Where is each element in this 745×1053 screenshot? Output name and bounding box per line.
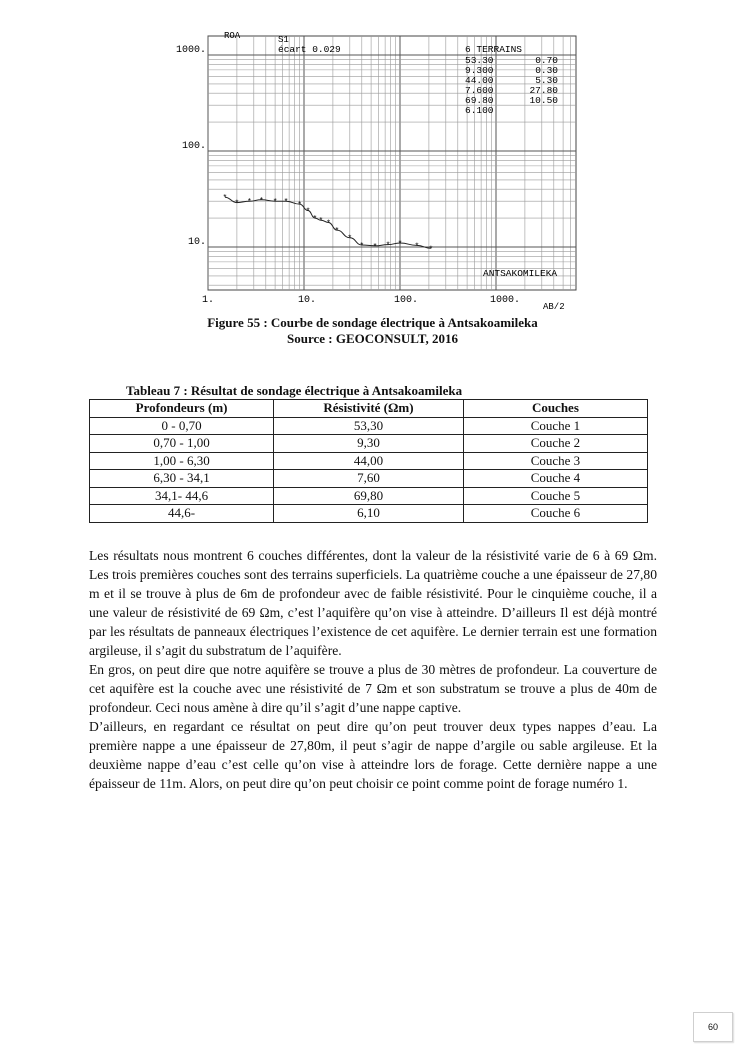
location-label: ANTSAKOMILEKA [483, 268, 558, 279]
table-row [90, 435, 648, 453]
data-point: * [272, 198, 278, 208]
terrain-thickness: 5.30 [535, 75, 558, 86]
x-tick-label: 10. [298, 295, 317, 306]
y-tick-label: 1000. [175, 45, 206, 56]
data-point: * [347, 234, 353, 244]
chart-grid [208, 36, 576, 290]
plot-frame [208, 36, 576, 290]
terrain-thickness: 0.30 [535, 65, 558, 76]
cell-layer: Couche 5 [463, 487, 647, 505]
figure-source: Source : GEOCONSULT, 2016 [287, 331, 458, 346]
terrain-thickness: 10.50 [529, 95, 558, 106]
x-tick-label: 1000. [490, 295, 521, 306]
cell-layer: Couche 2 [463, 435, 647, 453]
data-point: * [359, 241, 365, 251]
cell-layer: Couche 3 [463, 452, 647, 470]
y-tick-label: 10. [187, 237, 206, 248]
terrain-thickness: 0.70 [535, 55, 558, 66]
cell-resistivity: 69,80 [274, 487, 464, 505]
table-row [90, 487, 648, 505]
cell-layer: Couche 4 [463, 470, 647, 488]
data-points [222, 194, 433, 254]
page-number: 60 [693, 1012, 733, 1042]
terrain-resistivity: 6.100 [465, 105, 494, 116]
cell-depth: 1,00 - 6,30 [90, 452, 274, 470]
cell-layer: Couche 6 [463, 505, 647, 523]
data-point: * [372, 242, 378, 252]
cell-layer: Couche 1 [463, 417, 647, 435]
cell-depth: 6,30 - 34,1 [90, 470, 274, 488]
data-point: * [326, 219, 331, 229]
data-point: * [258, 196, 264, 206]
table-row [90, 417, 648, 435]
terrain-resistivity: 69.80 [465, 95, 494, 106]
cell-resistivity: 44,00 [274, 452, 464, 470]
terrains-title: 6 TERRAINS [465, 44, 523, 55]
sounding-curve-chart [168, 28, 588, 313]
data-point: * [385, 241, 391, 251]
cell-depth: 34,1- 44,6 [90, 487, 274, 505]
roa-label: ROA [224, 31, 241, 41]
cell-depth: 44,6- [90, 505, 274, 523]
table-row [90, 452, 648, 470]
data-point: * [397, 240, 403, 250]
data-point: * [334, 227, 340, 237]
terrain-resistivity: 44.00 [465, 75, 494, 86]
paragraph: D’ailleurs, en regardant ce résultat on peut dire qu’on peut trouver deux types nappes d’eau. La première nappe a une épaisseur de 27,80m, il peut s’agir de nappe d’argile ou sable argileuse. Et la deuxième nappe d’eau c’est celle qu’on vise à atteindre lors de forage. Cette dernière nappe a une épaisseur de 11m. Alors, on peut dire qu’on peut choisir ce point comme point de forage numéro 1. [89, 719, 657, 791]
header-layer: Couches [463, 400, 647, 418]
terrain-resistivity: 53.30 [465, 55, 494, 66]
cell-resistivity: 9,30 [274, 435, 464, 453]
figure-caption: Figure 55 : Courbe de sondage électrique à Antsakoamileka [207, 315, 538, 330]
paragraph: Les résultats nous montrent 6 couches différentes, dont la valeur de la résistivité varie de 6 à 69 Ωm. Les trois premières couches sont des terrains superficiels. La quatrième couche a une épaisseur de 27,80 m et il se trouve à plus de 6m de profondeur avec de faible résistivité. Pour le cinquième couche, il a une valeur de résistivité de 69 Ωm, c’est l’aquifère qu’on vise à atteindre. D’ailleurs Il est déjà montré par les résultats de panneaux électriques l’existence de cet aquifère. Le dernier terrain est une formation argileuse, il s’agit du substratum de l’aquifère. [89, 548, 657, 658]
data-point: * [222, 194, 228, 204]
ecart-label: écart 0.029 [278, 44, 341, 55]
s1-label: S1 [278, 35, 289, 45]
results-table [89, 399, 648, 523]
data-point: * [414, 242, 420, 252]
cell-depth: 0 - 0,70 [90, 417, 274, 435]
table-header-row [90, 400, 648, 418]
x-axis-label: AB/2 [543, 302, 565, 312]
data-point: * [428, 245, 434, 255]
body-text [89, 546, 657, 793]
table-row [90, 470, 648, 488]
data-point: * [305, 207, 311, 217]
sounding-curve-figure [168, 28, 588, 313]
data-point: * [234, 199, 240, 209]
data-point: * [297, 201, 303, 211]
cell-resistivity: 6,10 [274, 505, 464, 523]
data-point: * [283, 198, 289, 208]
paragraph: En gros, on peut dire que notre aquifère se trouve a plus de 30 mètres de profondeur. La couverture de cet aquifère est la couche avec une résistivité de 7 Ωm et son substratum se trouve a plus de 40m de profondeur. Ceci nous amène à dire qu’il s’agit d’une nappe captive. [89, 662, 657, 715]
cell-resistivity: 7,60 [274, 470, 464, 488]
terrain-resistivity: 9.300 [465, 65, 494, 76]
data-point: * [247, 198, 252, 208]
terrain-thickness: 27.80 [529, 85, 558, 96]
terrain-resistivity: 7.600 [465, 85, 494, 96]
cell-resistivity: 53,30 [274, 417, 464, 435]
header-depth: Profondeurs (m) [90, 400, 274, 418]
x-tick-label: 1. [202, 295, 215, 306]
header-resistivity: Résistivité (Ωm) [274, 400, 464, 418]
data-point: * [312, 215, 318, 225]
x-tick-label: 100. [394, 295, 419, 306]
data-point: * [318, 217, 324, 227]
y-tick-label: 100. [181, 141, 206, 152]
table-row [90, 505, 648, 523]
table-title: Tableau 7 : Résultat de sondage électrique à Antsakoamileka [126, 383, 463, 398]
cell-depth: 0,70 - 1,00 [90, 435, 274, 453]
